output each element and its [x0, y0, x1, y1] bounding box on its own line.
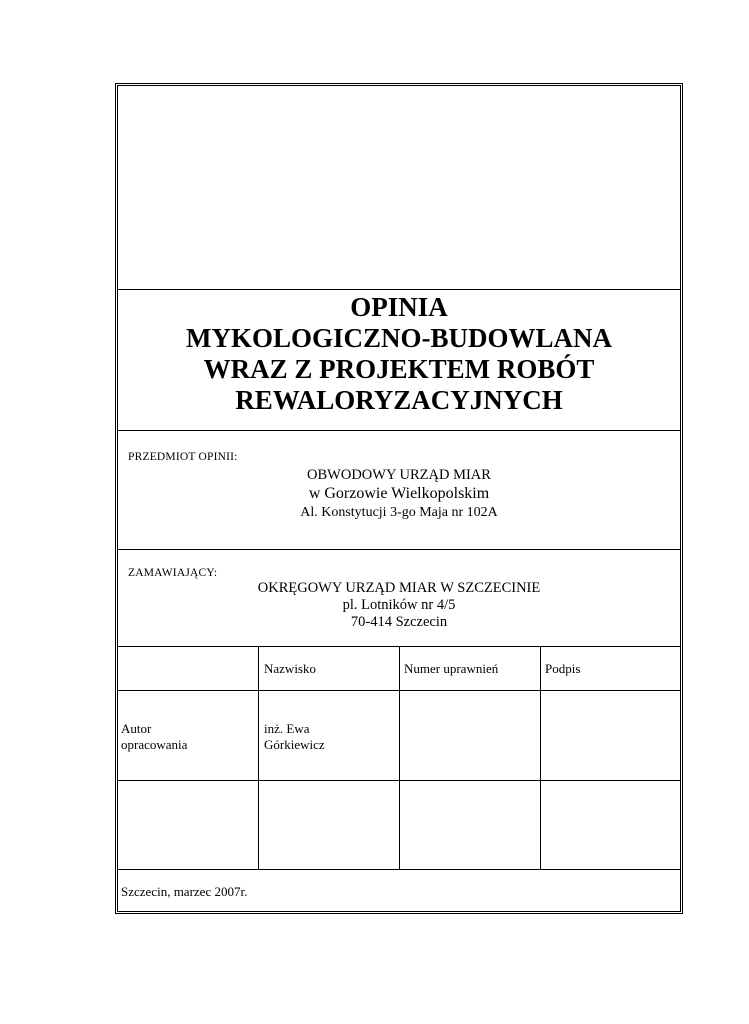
client-street: pl. Lotników nr 4/5: [342, 597, 456, 613]
subject-block: [118, 466, 680, 522]
author-label-line-1: Autor: [121, 721, 152, 736]
client-city: 70-414 Szczecin: [350, 614, 448, 630]
table-header-signature: Podpis: [545, 661, 581, 676]
divider-title-top: [118, 289, 680, 290]
title-line-3: WRAZ Z PROJEKTEM ROBÓT: [203, 354, 595, 384]
table-header-name: Nazwisko: [264, 661, 316, 676]
table-col-divider-3: [540, 646, 541, 869]
document-frame: [115, 83, 683, 914]
subject-name: OBWODOWY URZĄD MIAR: [307, 467, 491, 483]
divider-subject-top: [118, 430, 680, 431]
author-label-line-2: opracowania: [121, 737, 188, 752]
subject-label: PRZEDMIOT OPINII:: [128, 451, 238, 463]
client-label: ZAMAWIAJĄCY:: [128, 567, 218, 579]
author-name-line-1: inż. Ewa: [264, 721, 310, 736]
document-title: [118, 292, 680, 416]
place-date: Szczecin, marzec 2007r.: [121, 884, 248, 899]
table-col-divider-2: [399, 646, 400, 869]
title-line-2: MYKOLOGICZNO-BUDOWLANA: [185, 323, 612, 353]
title-line-4: REWALORYZACYJNYCH: [235, 385, 563, 415]
table-col-divider-1: [258, 646, 259, 869]
client-block: [118, 580, 680, 631]
divider-footer-top: [118, 869, 680, 870]
title-line-1: OPINIA: [350, 292, 448, 322]
author-label: [121, 721, 187, 753]
subject-address: Al. Konstytucji 3-go Maja nr 102A: [300, 505, 498, 520]
subject-city: w Gorzowie Wielkopolskim: [308, 485, 490, 502]
author-name: [264, 721, 325, 753]
client-name: OKRĘGOWY URZĄD MIAR W SZCZECINIE: [257, 580, 541, 596]
author-name-line-2: Górkiewicz: [264, 737, 325, 752]
divider-client-top: [118, 549, 680, 550]
table-header-license: Numer uprawnień: [404, 661, 499, 676]
